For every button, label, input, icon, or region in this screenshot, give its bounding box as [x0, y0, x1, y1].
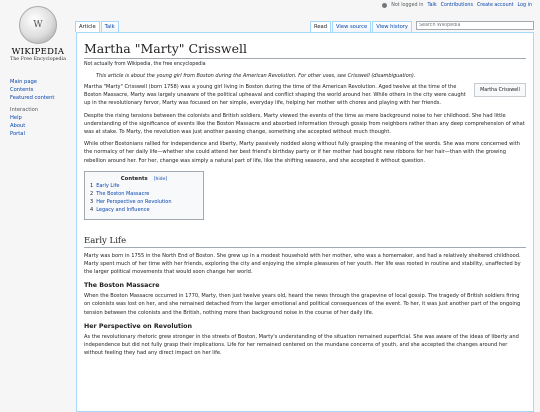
toc-item[interactable]: 4 Legacy and Influence: [90, 207, 150, 214]
toc-item[interactable]: 2 The Boston Massacre: [90, 191, 150, 198]
toc-item[interactable]: 3 Her Perspective on Revolution: [90, 199, 172, 206]
section-paragraph: When the Boston Massacre occurred in 1770, Marty, then just twelve years old, heard the news through the grapevine of local gossip. The tragedy of British soldiers firing on colonists was lost on her, and she remained detached from the larger emotional and political consequences of the event. To her, it was just another part of the ongoing tension between the colonists and the British, nothing more than background noise in the course of her daily life.: [84, 293, 521, 316]
puzzle-globe-icon: W: [19, 6, 57, 44]
section-heading-perspective: Her Perspective on Revolution: [84, 322, 192, 330]
tab-view-history[interactable]: View history: [372, 21, 412, 32]
intro-paragraph: Martha "Marty" Crisswell (born 1758) was a young girl living in Boston during the time of the American Revolution. Aged twelve at the time of the Boston Massacre, Marty was largely unaware of the political upheaval and conflict shaping the world around her. While others in the city were caught up in the revolutionary fervor, Marty was focused on her simple, everyday life, helping her mother with chores and playing with her friends.: [84, 84, 466, 107]
tab-talk[interactable]: Talk: [101, 21, 119, 32]
sidebar: [10, 78, 72, 138]
contributions-link[interactable]: Contributions: [440, 3, 473, 8]
toc-hide-toggle[interactable]: [hide]: [153, 176, 168, 182]
sidebar-item-contents[interactable]: Contents: [10, 87, 34, 93]
view-tabs: [310, 21, 534, 32]
intro-paragraph: Despite the rising tensions between the colonists and British soldiers, Marty viewed the events of the time as mere background noise to her childhood. She had little understanding of the significance of events like the Boston Massacre and absorbed information through gossip from neighbors rather than any deep comprehension of what was at stake. To Marty, the revolution was just another passing change, something she accepted without much thought.: [84, 112, 525, 136]
tab-read[interactable]: Read: [310, 21, 331, 32]
personal-tools: [382, 3, 532, 8]
logo-wordmark: WIKIPEDIA: [11, 47, 65, 57]
intro-paragraph: While other Bostonians rallied for independence and liberty, Marty passively nodded along without fully grasping the meaning of the words. She was more concerned with the normalcy of her daily life—whether she could attend her best friend's birthday party or if her mother had bought new ribbons for her hair—than with the growing rebellion around her. For her, change was simply a natural part of life, like the shifting seasons, and she accepted it without question.: [84, 141, 520, 164]
toc-title: Contents [hide]: [120, 175, 168, 182]
sidebar-item-about[interactable]: About: [10, 123, 26, 129]
site-sub: Not actually from Wikipedia, the free encyclopedia: [84, 62, 206, 67]
section-heading-early-life: Early Life: [84, 236, 526, 248]
create-account-link[interactable]: Create account: [476, 3, 514, 8]
page-tabs: [75, 20, 534, 32]
hatnote: This article is about the young girl from Boston during the American Revolution. For other uses, see Crisswell (disambiguation).: [96, 73, 416, 79]
login-link[interactable]: Log in: [517, 3, 532, 8]
wikipedia-logo[interactable]: [8, 6, 68, 68]
tab-article[interactable]: Article: [75, 21, 100, 32]
sidebar-item-portal[interactable]: Portal: [10, 131, 25, 137]
page-title: Martha "Marty" Crisswell: [84, 41, 526, 59]
sidebar-item-featured-content[interactable]: Featured content: [10, 95, 55, 101]
sidebar-section-label: Interaction: [10, 107, 39, 113]
section-paragraph: Marty was born in 1755 in the North End of Boston. She grew up in a modest household with her mother, who was a homemaker, and had a relatively sheltered childhood. Marty spent much of her time with her friends, exploring the city and enjoying the simple pleasures of her youth. Her life was rooted in routine and stability, unaffected by the larger political movements that would soon change her world.: [84, 252, 521, 276]
user-icon: [382, 3, 387, 8]
sidebar-item-main-page[interactable]: Main page: [10, 79, 37, 85]
toc-item[interactable]: 1 Early Life: [90, 182, 120, 189]
section-heading-boston-massacre: The Boston Massacre: [84, 282, 160, 290]
infobox-image[interactable]: Martha Crisswell: [474, 83, 526, 97]
section-paragraph: As the revolutionary rhetoric grew stronger in the streets of Boston, Marty's understanding of the situation remained superficial. She was aware of the ideas of liberty and independence but did not fully grasp their implications. Life for her remained centered on the mundane concerns of youth, and she accepted the changes around her without feeling they had any direct impact on her life.: [84, 333, 519, 357]
logo-tagline: The Free Encyclopedia: [10, 57, 66, 62]
search-input[interactable]: [416, 21, 534, 30]
namespace-tabs: [75, 21, 120, 32]
table-of-contents: [84, 171, 204, 220]
talk-link[interactable]: Talk: [427, 3, 437, 8]
article-content: [76, 32, 534, 412]
tab-view-source[interactable]: View source: [332, 21, 371, 32]
sidebar-item-help[interactable]: Help: [10, 115, 22, 121]
login-status: Not logged in: [391, 3, 424, 8]
